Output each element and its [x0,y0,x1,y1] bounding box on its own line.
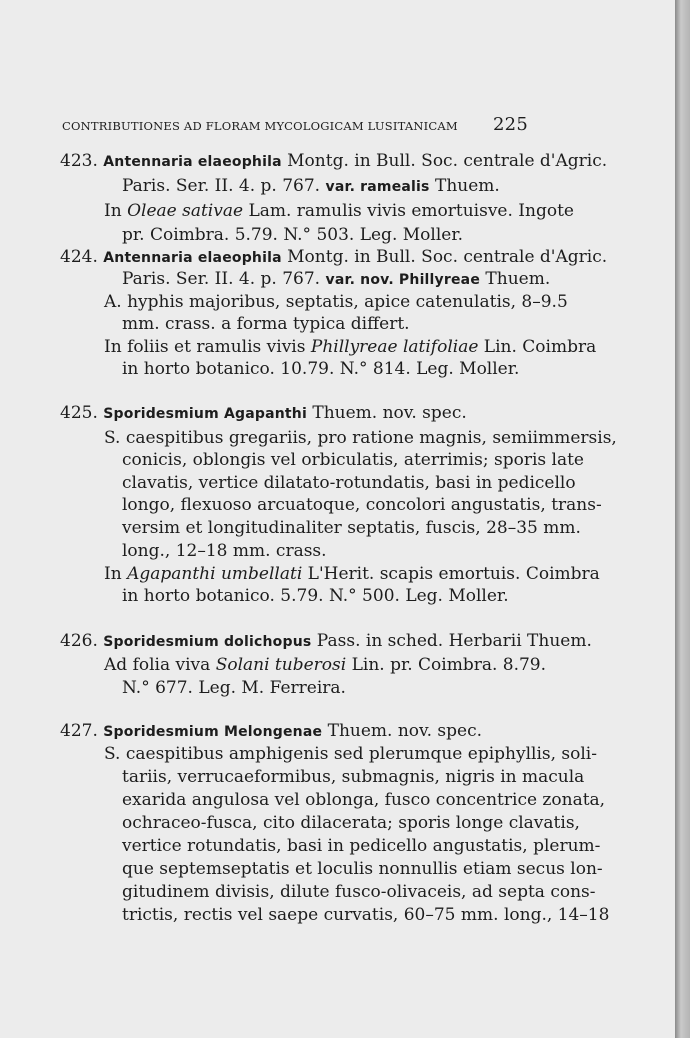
entry-427-line: tariis, verrucaeformibus, submagnis, nigris in macula [122,767,585,787]
species-name: Sporidesmium dolichopus [103,634,312,650]
entry-427-line: ochraceo-fusca, cito dilacerata; sporis longe clavatis, [122,813,580,833]
entry-425-line: In Agapanthi umbellati L'Herit. scapis emortuis. Coimbra [104,564,600,584]
entry-425-heading: 425. Sporidesmium Agapanthi Thuem. nov. spec. [60,403,467,423]
running-title: CONTRIBUTIONES AD FLORAM MYCOLOGICAM LUSITANICAM [62,119,458,133]
entry-424-line: In foliis et ramulis vivis Phillyreae latifoliae Lin. Coimbra [104,337,597,357]
entry-423-line: Paris. Ser. II. 4. p. 767. var. ramealis Thuem. [122,176,500,196]
entry-424-line: A. hyphis majoribus, septatis, apice catenulatis, 8–9.5 [104,292,568,312]
entry-425-line: clavatis, vertice dilatato-rotundatis, basi in pedicello [122,473,576,493]
entry-425-line: longo, flexuoso arcuatoque, concolori angustatis, trans- [122,495,602,515]
entry-423-line: In Oleae sativae Lam. ramulis vivis emortuisve. Ingote [104,201,574,221]
entry-425-line: long., 12–18 mm. crass. [122,541,327,561]
page-number: 225 [493,114,528,135]
entry-424-heading: 424. Antennaria elaeophila Montg. in Bull. Soc. centrale d'Agric. [60,247,608,267]
host-name: Agapanthi umbellati [127,564,303,584]
entry-427-line: vertice rotundatis, basi in pedicello angustatis, plerum- [122,836,601,856]
variety-name: var. ramealis [325,179,430,195]
entry-427-line: exarida angulosa vel oblonga, fusco concentrice zonata, [122,790,606,810]
entry-423-heading: 423. Antennaria elaeophila Montg. in Bull. Soc. centrale d'Agric. [60,151,608,171]
host-name: Phillyreae latifoliae [310,337,479,357]
entry-427-heading: 427. Sporidesmium Melongenae Thuem. nov. spec. [60,721,483,741]
species-name: Antennaria elaeophila [103,154,282,170]
species-name: Antennaria elaeophila [103,250,282,266]
page-edge-shadow [675,0,690,1038]
entry-427-line: gitudinem divisis, dilute fusco-olivaceis, ad septa cons- [122,882,596,902]
host-name: Solani tuberosi [215,655,347,675]
entry-425-line: in horto botanico. 5.79. N.° 500. Leg. Moller. [122,586,509,606]
entry-424-line: Paris. Ser. II. 4. p. 767. var. nov. Phillyreae Thuem. [122,269,551,289]
entry-424-line: mm. crass. a forma typica differt. [122,314,410,334]
species-name: Sporidesmium Agapanthi [103,406,307,422]
entry-426-heading: 426. Sporidesmium dolichopus Pass. in sched. Herbarii Thuem. [60,631,592,651]
entry-425-line: versim et longitudinaliter septatis, fuscis, 28–35 mm. [122,518,581,538]
entry-427-line: trictis, rectis vel saepe curvatis, 60–75 mm. long., 14–18 [122,905,610,925]
entry-425-line: S. caespitibus gregariis, pro ratione magnis, semiimmersis, [104,428,617,448]
variety-name: var. nov. Phillyreae [325,272,481,288]
entry-425-line: conicis, oblongis vel orbiculatis, aterrimis; sporis late [122,450,584,470]
entry-426-line: N.° 677. Leg. M. Ferreira. [122,678,346,698]
entry-427-line: S. caespitibus amphigenis sed plerumque epiphyllis, soli- [104,744,597,764]
entry-424-line: in horto botanico. 10.79. N.° 814. Leg. Moller. [122,359,520,379]
entry-426-line: Ad folia viva Solani tuberosi Lin. pr. Coimbra. 8.79. [104,655,547,675]
species-name: Sporidesmium Melongenae [103,724,323,740]
host-name: Oleae sativae [127,201,244,221]
entry-423-line: pr. Coimbra. 5.79. N.° 503. Leg. Moller. [122,225,463,245]
entry-427-line: que septemseptatis et loculis nonnullis etiam secus lon- [122,859,603,879]
